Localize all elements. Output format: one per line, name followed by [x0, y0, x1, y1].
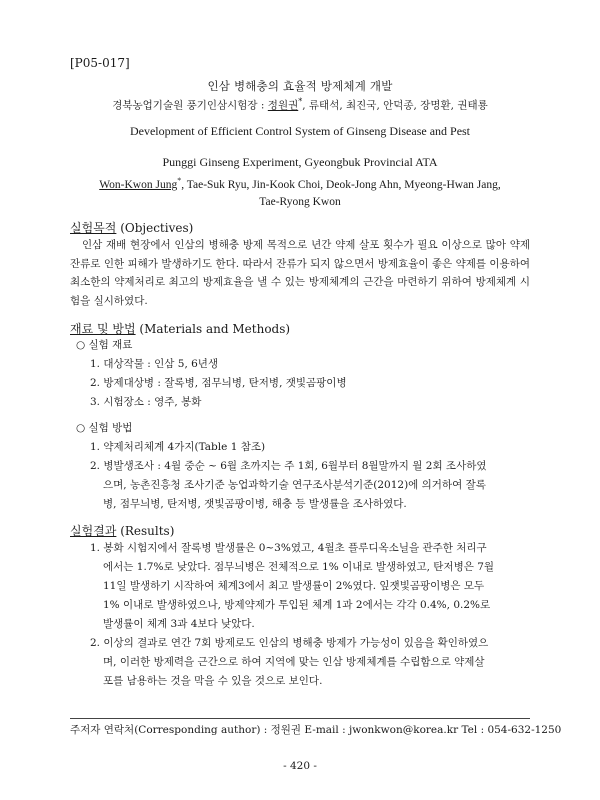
korean-first-author: 정원권	[267, 99, 299, 112]
english-affiliation: Punggi Ginseng Experiment, Gyeongbuk Provincial ATA	[162, 155, 438, 169]
korean-coauthors: , 류태석, 최진국, 안덕종, 장명환, 권태룡	[302, 99, 488, 112]
methods-heading-kor: 재료 및 방법	[70, 322, 136, 336]
results-heading-kor: 실험결과	[70, 524, 117, 538]
methods-sub1-item: 3. 시험장소 : 영주, 봉화	[90, 396, 202, 408]
corresponding-mark-eng: *	[177, 176, 182, 185]
results-item1-line: 11일 발생하기 시작하여 체계3에서 최고 발생률이 2%였다. 잎잿빛곰팡이병은 모두	[103, 580, 485, 592]
page-number: - 420 -	[283, 760, 317, 772]
results-item2-line: 며, 이러한 방제력을 근간으로 하여 지역에 맞는 인삼 방제체계를 수립함으로 약제살	[103, 656, 485, 668]
abstract-code: [P05-017]	[70, 56, 130, 70]
corresponding-mark: *	[298, 97, 303, 106]
korean-author-line	[0, 97, 600, 113]
methods-sub2-item2-line3: 병, 점무늬병, 탄저병, 잿빛곰팡이병, 해충 등 발생률을 조사하였다.	[103, 498, 407, 510]
methods-sub2-item2-line1: 2. 병발생조사 : 4월 중순 ~ 6월 초까지는 주 1회, 6월부터 8월말까지 월 2회 조사하였	[90, 460, 487, 472]
korean-affiliation: 경북농업기술원 풍기인삼시험장 :	[112, 99, 268, 112]
results-item1-line: 1. 봉화 시험지에서 잘록병 발생률은 0~3%였고, 4월초 플루디옥소닐을 관주한 처리구	[90, 542, 487, 554]
methods-heading	[70, 320, 290, 337]
methods-sub1-title: ○ 실험 재료	[76, 339, 133, 351]
english-coauthors-line1: , Tae-Suk Ryu, Jin-Kook Choi, Deok-Jong Ahn, Myeong-Hwan Jang,	[181, 178, 501, 191]
methods-heading-eng: (Materials and Methods)	[135, 322, 291, 336]
results-item1-line: 1% 이내로 발생하였으나, 방제약제가 투입된 체계 1과 2에서는 각각 0.4%, 0.2%로	[103, 599, 491, 611]
english-title: Development of Efficient Control System of Ginseng Disease and Pest	[129, 124, 471, 138]
objectives-heading-eng: (Objectives)	[116, 221, 194, 235]
english-coauthors-line2: Tae-Ryong Kwon	[259, 195, 341, 208]
korean-title: 인삼 병해충의 효율적 방제체계 개발	[207, 79, 393, 93]
results-item1-line: 발생률이 체계 3과 4보다 낮았다.	[103, 618, 255, 630]
results-item2-line: 포를 남용하는 것을 막을 수 있을 것으로 보인다.	[103, 675, 323, 687]
english-author-list	[70, 172, 530, 211]
results-item2-line: 2. 이상의 결과로 연간 7회 방제로도 인삼의 병해충 방제가 가능성이 있음을 확인하였으	[90, 637, 489, 649]
methods-sub2-title: ○ 실험 방법	[76, 422, 133, 434]
results-heading	[70, 522, 174, 539]
methods-sub2-item2-line2: 으며, 농촌진흥청 조사기준 농업과학기술 연구조사분석기준(2012)에 의거하여 잘록	[103, 479, 486, 491]
corresponding-author-note: 주저자 연락처(Corresponding author) : 정원권 E-mail : jwonkwon@korea.kr Tel : 054-632-1250	[70, 724, 562, 736]
objectives-text: 인삼 재배 현장에서 인삼의 병해충 방제 목적으로 년간 약제 살포 횟수가 필요 이상으로 많아 약제 잔류로 인한 피해가 발생하기도 한다. 따라서 잔류가 되지 않으면서 방제효율이 좋은 약제를 이용하여 최소한의 약제처리로 최고의 방제효율을 낼 수 있는 방제체계의 근간을 마련하기 위하여 방제체계 시험을 실시하였다.	[70, 239, 530, 307]
methods-sub2-item1: 1. 약제처리체계 4가지(Table 1 참조)	[90, 441, 266, 453]
methods-sub1-item: 2. 방제대상병 : 잘록병, 점무늬병, 탄저병, 잿빛곰팡이병	[90, 377, 347, 389]
results-heading-eng: (Results)	[116, 524, 175, 538]
objectives-heading-kor: 실험목적	[70, 221, 117, 235]
footer-divider	[70, 718, 530, 719]
results-item1-line: 에서는 1.7%로 낮았다. 점무늬병은 전체적으로 1% 이내로 발생하였고, 탄저병은 7월	[103, 561, 495, 573]
objectives-heading	[70, 219, 193, 236]
methods-sub1-item: 1. 대상작물 : 인삼 5, 6년생	[90, 358, 219, 370]
english-first-author: Won-Kwon Jung	[99, 178, 178, 191]
